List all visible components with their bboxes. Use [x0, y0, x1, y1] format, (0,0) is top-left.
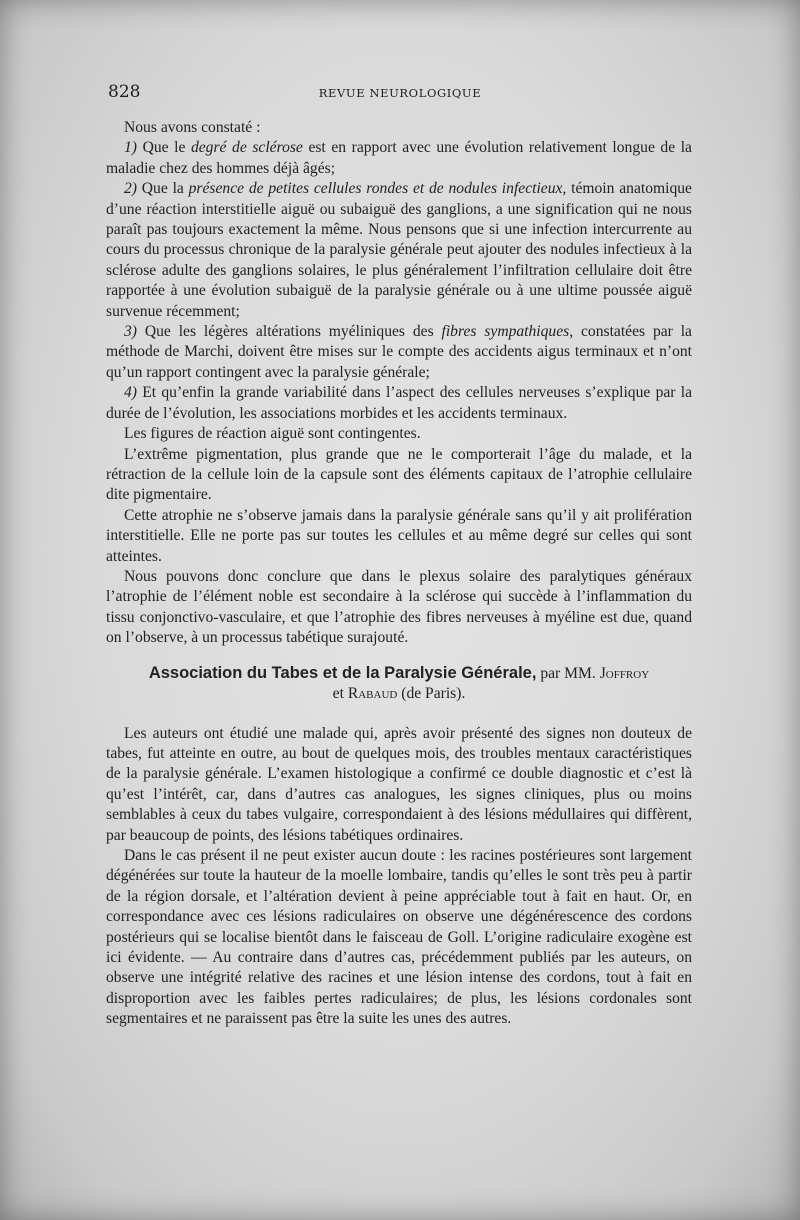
- section-title: Association du Tabes et de la Paralysie Générale,: [148, 663, 537, 682]
- finding-item-1: 1) Que le degré de sclérose est en rapport avec une évolution relativement longue de la maladie chez des hommes déjà âgés;: [106, 139, 692, 177]
- paragraph-atrophy: Cette atrophie ne s’observe jamais dans la paralysie générale sans qu’il y ait prolifération interstitielle. Elle ne porte pas sur toutes les cellules et au même degré sur celles qui sont atteintes.: [106, 506, 692, 565]
- author-name: Rabaud: [347, 684, 398, 702]
- finding-item-3: 3) Que les légères altérations myéliniques des fibres sympathiques, constatées par la méthode de Marchi, doivent être mises sur le compte des accidents aigus terminaux et n’ont qu’un rapport contingent avec la paralysie générale;: [106, 323, 692, 381]
- author-name: Joffroy: [599, 664, 650, 682]
- section-paragraph-2: Dans le cas présent il ne peut exister aucun doute : les racines postérieures sont largement dégénérées sur toute la hauteur de la moelle lombaire, tandis qu’elles le sont très peu à partir de la région dorsale, et l’altération devient à peine appréciable tout à fait en haut. Or, en correspondance avec ces lésions radiculaires on observe une dégénérescence des cordons postérieurs qui se localise bientôt dans le faisceau de Goll. L’origine radiculaire exogène est ici évidente. — Au contraire dans d’autres cas, précédemment publiés par les auteurs, on observe une intégrité relative des racines et une lésion intense des cordons, tout à fait en disproportion avec les faibles pertes radiculaires; de plus, les lésions cordonales sont segmentaires et ne paraissent pas être la suite les unes des autres.: [106, 847, 692, 1028]
- byline-conjunction: et: [332, 684, 344, 702]
- finding-item-4: 4) Et qu’enfin la grande variabilité dans l’aspect des cellules nerveuses s’explique par la durée de l’évolution, les associations morbides et les accidents terminaux.: [106, 384, 692, 422]
- paragraph-conclusion: Nous pouvons donc conclure que dans le plexus solaire des paralytiques généraux l’atrophie de l’élément noble est secondaire à la sclérose qui succède à l’inflammation du tissu conjonctivo-vasculaire, et que l’atrophie des fibres nerveuses à myéline est due, quand on l’observe, à un processus tabétique surajouté.: [106, 567, 692, 647]
- emphasis: degré de sclérose: [190, 139, 303, 157]
- item-number: 4): [124, 384, 137, 402]
- emphasis: fibres sympathiques,: [441, 323, 574, 341]
- item-number: 2): [124, 180, 137, 198]
- finding-item-2: 2) Que la présence de petites cellules rondes et de nodules infectieux, témoin anatomique d’une réaction interstitielle aiguë ou subaiguë des ganglions, a une signification qui ne nous paraît pas toujours exactement la même. Nous pensons que si une infection intercurrente au cours du processus chronique de la paralysie générale peut ajouter des nodules infectieux à la sclérose adulte des ganglions solaires, le plus généralement l’infiltration cellulaire doit être rapportée à une évolution subaiguë de la paralysie générale ou à une ultime poussée aiguë survenue récemment;: [106, 180, 692, 320]
- section-paragraph-1: Les auteurs ont étudié une malade qui, après avoir présenté des signes non douteux de tabes, fut atteinte en outre, au bout de quelques mois, des troubles mentaux caractéristiques de la paralysie générale. L’examen histologique a confirmé ce double diagnostic et c’est là qu’est l’intérêt, car, dans d’autres cas analogues, les signes cliniques, plus ou moins semblables à ceux du tabes vulgaire, correspondaient à des lésions médullaires qui diffèrent, par beaucoup de points, des lésions tabétiques ordinaires.: [106, 724, 692, 844]
- author-place: (de Paris).: [401, 684, 466, 702]
- emphasis: présence de petites cellules rondes et de nodules infectieux,: [188, 180, 567, 198]
- section-heading: [106, 663, 692, 704]
- intro-paragraph: Nous avons constaté :: [124, 119, 261, 136]
- journal-title: REVUE NEUROLOGIQUE: [318, 86, 482, 100]
- byline-prefix: par MM.: [540, 664, 596, 682]
- item-number: 3): [124, 323, 137, 341]
- paragraph-reaction: Les figures de réaction aiguë sont contingentes.: [124, 425, 421, 443]
- page-number: 828: [108, 82, 141, 102]
- item-number: 1): [124, 139, 137, 157]
- running-header: [108, 82, 692, 104]
- paragraph-pigmentation: L’extrême pigmentation, plus grande que ne le comporterait l’âge du malade, et la rétraction de la cellule loin de la capsule sont des éléments capitaux de l’atrophie cellulaire dite pigmentaire.: [106, 445, 692, 504]
- article-body: [106, 118, 692, 1030]
